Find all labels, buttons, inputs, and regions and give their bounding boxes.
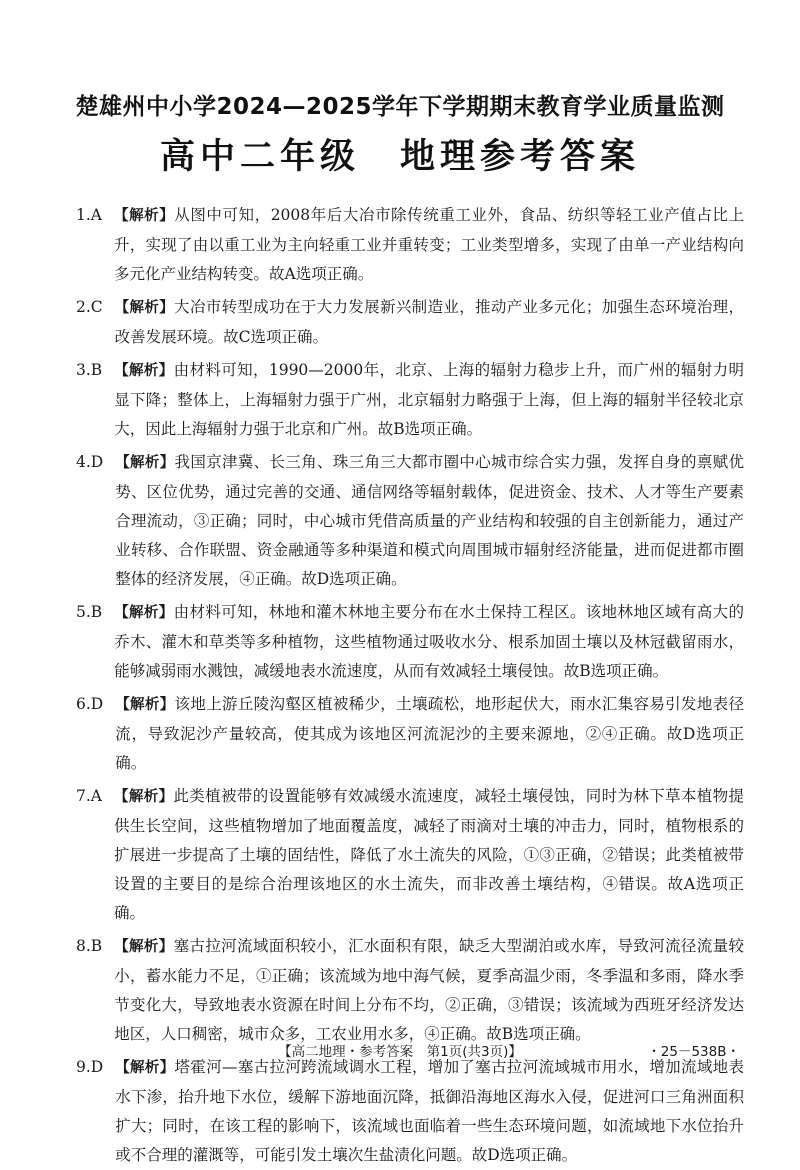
footer-page-info: 【高二地理・参考答案 第1页(共3页)】	[278, 1044, 522, 1060]
analysis-tag: 【解析】	[114, 939, 174, 955]
analysis-tag: 【解析】	[115, 697, 175, 713]
question-number: 8.B	[76, 937, 103, 955]
question-number: 7.A	[76, 787, 102, 805]
question-number: 3.B	[76, 361, 103, 379]
answer-item	[56, 932, 744, 1049]
answer-option: D	[90, 695, 104, 713]
analysis-tag: 【解析】	[115, 1060, 175, 1076]
analysis-text: 大冶市转型成功在于大力发展新兴制造业，推动产业多元化；加强生态环境治理，改善发展环境。故C选项正确。	[114, 298, 744, 346]
answer-item	[56, 598, 744, 686]
analysis-text: 塔霍河—塞古拉河跨流域调水工程，增加了塞古拉河流域城市用水，增加流域地表水下渗，抬升地下水位，缓解下游地面沉降，抵御沿海地区海水入侵，促进河口三角洲面积扩大；同时，在该工程的影响下，该流域也面临着一些生态环境问题，如流域地下水位抬升或不合理的灌溉等，可能引发土壤次生盐渍化问题。故D选项正确。	[115, 1058, 744, 1164]
question-number: 5.B	[76, 603, 103, 621]
answer-item	[56, 356, 744, 444]
exam-title: 楚雄州中小学2024—2025学年下学期期末教育学业质量监测	[75, 94, 725, 120]
question-number: 2.C	[76, 298, 103, 316]
analysis-tag: 【解析】	[114, 605, 174, 621]
question-number: 4.D	[76, 453, 104, 471]
answer-option: B	[90, 361, 103, 379]
answer-option: A	[90, 787, 102, 805]
analysis-tag: 【解析】	[114, 363, 174, 379]
analysis-text: 由材料可知，林地和灌木林地主要分布在水土保持工程区。该地林地区域有高大的乔木、灌木和草类等多种植物，这些植物通过吸收水分、根系加固土壤以及林冠截留雨水，能够减弱雨水溅蚀，减缓地表水流速度，从而有效减轻土壤侵蚀。故B选项正确。	[114, 603, 744, 680]
analysis-text: 由材料可知，1990—2000年，北京、上海的辐射力稳步上升，而广州的辐射力明显下降；整体上，上海辐射力强于广州，北京辐射力略强于上海，但上海的辐射半径较北京大，因此上海辐射力强于北京和广州。故B选项正确。	[114, 361, 744, 438]
answer-option: B	[90, 937, 103, 955]
answer-option: D	[90, 453, 104, 471]
answer-option: A	[90, 206, 102, 224]
question-number: 6.D	[76, 695, 104, 713]
answer-item	[56, 201, 744, 289]
analysis-text: 此类植被带的设置能够有效减缓水流速度，减轻土壤侵蚀，同时为林下草本植物提供生长空间，这些植物增加了地面覆盖度，减轻了雨滴对土壤的冲击力，同时，植物根系的扩展进一步提高了土壤的固结性，降低了水土流失的风险，①③正确，②错误；此类植被带设置的主要目的是综合治理该地区的水土流失，而非改善土壤结构，④错误。故A选项正确。	[114, 787, 744, 922]
answer-item	[56, 782, 744, 928]
analysis-text: 从图中可知，2008年后大冶市除传统重工业外，食品、纺织等轻工业产值占比上升，实现了由以重工业为主向轻重工业并重转变；工业类型增多，实现了由单一产业结构向多元化产业结构转变。故A选项正确。	[114, 206, 745, 283]
page-footer	[0, 1040, 800, 1066]
answer-item	[56, 1053, 744, 1170]
answer-item	[56, 448, 744, 594]
question-number: 9.D	[76, 1058, 104, 1076]
analysis-text: 我国京津冀、长三角、珠三角三大都市圈中心城市综合实力强，发挥自身的禀赋优势、区位优势，通过完善的交通、通信网络等辐射载体，促进资金、技术、人才等生产要素合理流动，③正确；同时，中心城市凭借高质量的产业结构和较强的自主创新能力，通过产业转移、合作联盟、资金融通等多种渠道和模式向周围城市辐射经济能量，进而促进都市圈整体的经济发展，④正确。故D选项正确。	[115, 453, 744, 588]
analysis-text: 塞古拉河流域面积较小，汇水面积有限，缺乏大型湖泊或水库，导致河流径流量较小，蓄水能力不足，①正确；该流域为地中海气候，夏季高温少雨，冬季温和多雨，降水季节变化大，导致地表水资源在时间上分布不均，②正确，③错误；该流域为西班牙经济发达地区，人口稠密，城市众多，工农业用水多，④正确。故B选项正确。	[114, 937, 744, 1043]
analysis-tag: 【解析】	[114, 300, 175, 316]
answer-option: C	[90, 298, 103, 316]
analysis-tag: 【解析】	[114, 208, 175, 224]
answer-list	[56, 201, 744, 1170]
analysis-text: 该地上游丘陵沟壑区植被稀少，土壤疏松，地形起伏大，雨水汇集容易引发地表径流，导致泥沙产量较高，使其成为该地区河流泥沙的主要来源地，②④正确。故D选项正确。	[115, 695, 744, 772]
analysis-tag: 【解析】	[114, 789, 174, 805]
footer-paper-code: ・25－538B・	[647, 1044, 740, 1060]
answer-option: D	[90, 1058, 104, 1076]
answer-key-title: 高中二年级 地理参考答案	[159, 137, 640, 177]
answer-option: B	[90, 603, 103, 621]
answer-item	[56, 293, 744, 352]
question-number: 1.A	[76, 206, 102, 224]
answer-item	[56, 690, 744, 778]
analysis-tag: 【解析】	[115, 455, 175, 471]
